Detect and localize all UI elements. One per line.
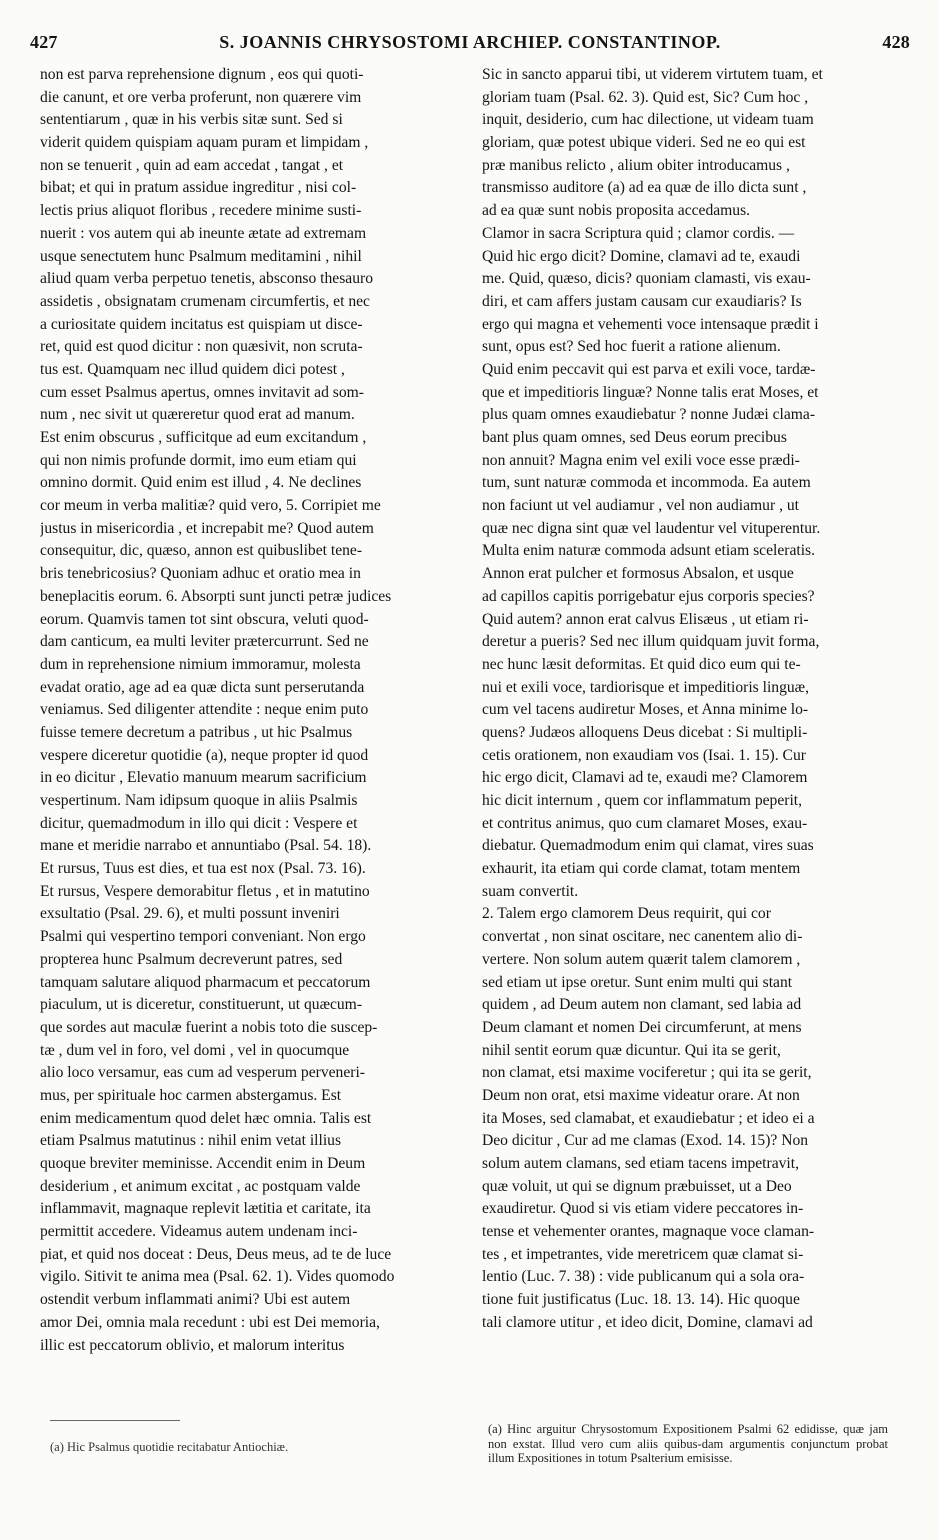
- text-line: Annon erat pulcher et formosus Absalon, et usque: [482, 565, 794, 583]
- text-line: diebatur. Quemadmodum enim qui clamat, vires suas: [482, 837, 814, 855]
- text-line: fuisse temere decretum a patribus , ut hic Psalmus: [40, 723, 353, 741]
- text-line: 2. Talem ergo clamorem Deus requirit, qui cor: [482, 905, 771, 923]
- text-line: deretur a pueris? Sed nec illum quidquam juvit forma,: [482, 633, 820, 651]
- text-line: nui et exili voce, tardiorisque et impeditioris linguæ,: [482, 678, 809, 696]
- text-line: non se tenuerit , quin ad eam accedat , tangat , et: [40, 156, 344, 174]
- text-line: tense et vehementer orantes, magnaque voce claman-: [482, 1223, 815, 1241]
- text-line: num , nec sivit ut quæreretur quod erat ad manum.: [40, 406, 355, 424]
- text-line: bibat; et qui in pratum assidue ingreditur , nisi col-: [40, 179, 357, 197]
- text-line: beneplacitis eorum. 6. Absorpti sunt juncti petræ judices: [40, 587, 392, 605]
- text-line: etiam Psalmus matutinus : nihil enim vetat illius: [40, 1132, 342, 1150]
- text-line: Quid enim peccavit qui est parva et exili voce, tardæ-: [482, 360, 816, 378]
- text-line: quæ voluit, ut qui se dignum præbuisset, ut a Deo: [482, 1177, 792, 1195]
- text-line: eorum. Quamvis tamen tot sint obscura, veluti quod-: [40, 610, 369, 628]
- text-line: que et impeditioris linguæ? Nonne talis erat Moses, et: [482, 383, 819, 401]
- text-line: quæ nec digna sint quæ vel laudentur vel vituperentur.: [482, 519, 821, 537]
- text-line: alio loco versamur, eas cum ad vesperum perveneri-: [40, 1064, 365, 1082]
- text-line: viderit quidem quispiam aquam puram et limpidam ,: [40, 134, 369, 152]
- text-line: Deo dicitur , Cur ad me clamas (Exod. 14. 15)? Non: [482, 1132, 809, 1150]
- page-header: [30, 32, 910, 62]
- text-line: non faciunt ut vel audiamur , vel non audiamur , ut: [482, 497, 799, 515]
- text-line: quidem , ad Deum autem non clamant, sed labia ad: [482, 996, 802, 1014]
- text-line: assidetis , obsignatam crumenam circumfertis, et nec: [40, 292, 370, 310]
- text-line: gloriam tuam (Psal. 62. 3). Quid est, Sic? Cum hoc ,: [482, 88, 809, 106]
- text-line: justus in misericordia , et increpabit me? Quod autem: [40, 519, 374, 537]
- right-page-number: 428: [882, 32, 910, 52]
- text-line: Multa enim naturæ commoda adsunt etiam sceleratis.: [482, 542, 816, 560]
- text-line: suam convertit.: [482, 882, 579, 900]
- text-line: vigilo. Sitivit te anima mea (Psal. 62. 1). Vides quomodo: [40, 1268, 395, 1286]
- text-line: inquit, desiderio, cum hac dilectione, ut videam tuam: [482, 111, 814, 129]
- text-line: bris tenebricosius? Quoniam adhuc et oratio mea in: [40, 565, 361, 583]
- text-line: veniamus. Sed diligenter attendite : neque enim puto: [40, 701, 369, 719]
- text-line: mane et meridie narrabo et annuntiabo (Psal. 54. 18).: [40, 837, 372, 855]
- right-column: [482, 64, 900, 1335]
- text-line: exhaurit, ita etiam qui corde clamat, totam mentem: [482, 860, 801, 878]
- text-line: permittit accedere. Videamus autem undenam inci-: [40, 1223, 358, 1241]
- text-line: amor Dei, omnia mala recedunt : ubi est Dei memoria,: [40, 1313, 380, 1331]
- text-line: diri, et cam affers justam causam cur exaudiaris? Is: [482, 292, 802, 310]
- text-line: vespere diceretur quotidie (a), neque propter id quod: [40, 746, 369, 764]
- text-line: enim medicamentum quod delet hæc omnia. Talis est: [40, 1109, 372, 1127]
- text-line: nuerit : vos autem qui ab ineunte ætate ad extremam: [40, 224, 367, 242]
- text-line: non est parva reprehensione dignum , eos qui quoti-: [40, 66, 364, 83]
- text-line: cetis orationem, non exaudiam vos (Isai. 1. 15). Cur: [482, 746, 806, 764]
- running-title: S. JOANNIS CHRYSOSTOMI ARCHIEP. CONSTANTINOP.: [219, 32, 721, 52]
- text-line: ostendit verbum inflammati animi? Ubi est autem: [40, 1291, 351, 1309]
- text-line: et contritus animus, quo cum clamaret Moses, exau-: [482, 814, 808, 832]
- text-line: nihil sentit eorum quæ dicuntur. Qui ita se gerit,: [482, 1041, 781, 1059]
- text-line: lentio (Luc. 7. 38) : vide publicanum qui a sola ora-: [482, 1268, 805, 1286]
- text-line: bant plus quam omnes, sed Deus eorum precibus: [482, 429, 787, 446]
- text-line: piat, et quid nos doceat : Deus, Deus meus, ad te de luce: [40, 1245, 392, 1263]
- text-line: non clamat, etsi maxime vociferetur ; qui ita se gerit,: [482, 1064, 812, 1082]
- text-line: tæ , dum vel in foro, vel domi , vel in quocumque: [40, 1041, 350, 1059]
- text-line: piaculum, ut is diceretur, constituerunt, ut quæcum-: [40, 996, 363, 1014]
- text-line: sunt, opus est? Sed hoc fuerit a ratione alienum.: [482, 338, 781, 356]
- text-line: quens? Judæos alloquens Deus dicebat : Si multipli-: [482, 723, 808, 741]
- text-line: aliud quam verba perpetuo tenetis, absconso thesauro: [40, 270, 373, 288]
- text-line: mus, per spirituale hoc carmen abstergamus. Est: [40, 1086, 342, 1104]
- text-line: Psalmi qui vespertino tempori conveniant. Non ergo: [40, 928, 366, 946]
- text-line: tes , et impetrantes, vide meretricem quæ clamat si-: [482, 1245, 804, 1263]
- text-line: quoque breviter meminisse. Accendit enim in Deum: [40, 1155, 366, 1172]
- text-line: non annuit? Magna enim vel exili voce esse prædi-: [482, 451, 800, 469]
- text-line: usque senectutem hunc Psalmum meditamini , nihil: [40, 247, 362, 265]
- text-line: propterea hunc Psalmum decreverunt patres, sed: [40, 950, 343, 968]
- text-line: Quid autem? annon erat calvus Elisæus , ut etiam ri-: [482, 610, 809, 628]
- text-line: cum vel tacens audiretur Moses, et Anna minime lo-: [482, 701, 809, 719]
- text-line: cor meum in verba malitiæ? quid vero, 5. Corripiet me: [40, 497, 381, 515]
- text-line: plus quam omnes exaudiebatur ? nonne Judæi clama-: [482, 406, 816, 424]
- footnote-left: (a) Hic Psalmus quotidie recitabatur Antiochiæ.: [50, 1440, 289, 1454]
- text-line: ret, quid est quod dicitur : non quæsivit, non scruta-: [40, 338, 363, 356]
- text-line: cum esset Psalmus apertus, omnes invitavit ad som-: [40, 383, 364, 401]
- text-line: præ manibus relicto , alium obiter introducamus ,: [482, 156, 790, 174]
- text-line: convertat , non sinat oscitare, nec canentem alio di-: [482, 928, 803, 946]
- text-line: inflammavit, magnaque replevit lætitia et caritate, ita: [40, 1200, 371, 1218]
- text-line: ad capillos capitis porrigebatur ejus corporis species?: [482, 587, 815, 605]
- text-line: Clamor in sacra Scriptura quid ; clamor cordis. —: [482, 224, 795, 242]
- text-line: desiderium , et animum excitat , ac postquam valde: [40, 1177, 361, 1195]
- text-line: gloriam, quæ potest ubique videri. Sed ne eo qui est: [482, 134, 806, 152]
- text-line: dum in reprehensione nimium immoramur, molesta: [40, 655, 361, 673]
- text-line: qui non nimis profunde dormit, imo eum etiam qui: [40, 451, 357, 469]
- footnote-right: (a) Hinc arguitur Chrysostomum Expositionem Psalmi 62 edidisse, quæ jam non exstat. Illud vero cum aliis quibus-dam argumentis conjunctum probat illum Expositiones in totum Psalterium emisisse.: [488, 1422, 888, 1466]
- text-line: Et rursus, Vespere demorabitur fletus , et in matutino: [40, 882, 370, 900]
- text-line: omnino dormit. Quid enim est illud , 4. Ne declines: [40, 474, 362, 492]
- text-line: Deum non orat, etsi maxime videatur orare. At non: [482, 1086, 800, 1104]
- text-line: tione fuit justificatus (Luc. 18. 13. 14). Hic quoque: [482, 1291, 800, 1309]
- text-line: a curiositate quidem incitatus est quispiam ut disce-: [40, 315, 363, 333]
- text-line: ergo qui magna et vehementi voce intensaque prædit i: [482, 315, 819, 333]
- text-line: Sic in sancto apparui tibi, ut viderem virtutem tuam, et: [482, 66, 823, 83]
- text-line: consequitur, dic, quæso, annon est quibuslibet tene-: [40, 542, 363, 560]
- text-line: nec hunc læsit deformitas. Et quid dico eum qui te-: [482, 655, 801, 673]
- left-page-number: 427: [30, 32, 58, 52]
- text-line: illic est peccatorum oblivio, et malorum interitus: [40, 1336, 345, 1354]
- footnote-rule: [50, 1420, 180, 1421]
- text-line: tali clamore utitur , et ideo dicit, Domine, clamavi ad: [482, 1313, 813, 1331]
- text-line: me. Quid, quæso, dicis? quoniam clamasti, vis exau-: [482, 270, 811, 288]
- text-line: ad ea quæ sunt nobis proposita accedamus.: [482, 202, 751, 220]
- text-line: die canunt, et ore verba proferunt, non quærere vim: [40, 88, 362, 106]
- text-line: vertere. Non solum autem quærit talem clamorem ,: [482, 950, 801, 968]
- text-line: sententiarum , quæ in his verbis sitæ sunt. Sed si: [40, 111, 343, 129]
- text-line: evadat oratio, age ad ea quæ dicta sunt perserutanda: [40, 678, 365, 696]
- text-line: ita Moses, sed clamabat, et exaudiebatur ; et ideo ei a: [482, 1109, 815, 1127]
- text-line: tum, sunt naturæ commoda et incommoda. Ea autem: [482, 474, 811, 492]
- text-line: vespertinum. Nam idipsum quoque in aliis Psalmis: [40, 792, 358, 809]
- text-line: tamquam salutare aliquod pharmacum et peccatorum: [40, 973, 371, 991]
- text-line: exaudiretur. Quod si vis etiam videre peccatores in-: [482, 1200, 804, 1218]
- left-column: [40, 64, 458, 1357]
- text-line: lectis prius aliquot floribus , recedere minime susti-: [40, 202, 362, 220]
- text-line: exsultatio (Psal. 29. 6), et multi possunt inveniri: [40, 905, 340, 923]
- text-line: Deum clamant et nomen Dei circumferunt, at mens: [482, 1018, 802, 1036]
- text-line: in eo dicitur , Elevatio manuum mearum sacrificium: [40, 769, 367, 787]
- text-line: solum autem clamans, sed etiam tacens impetravit,: [482, 1155, 799, 1172]
- text-line: sed etiam ut ipse oretur. Sunt enim multi qui stant: [482, 973, 793, 991]
- text-line: hic ergo dicit, Clamavi ad te, exaudi me? Clamorem: [482, 769, 808, 787]
- text-line: dam canticum, ea multi leviter prætercurrunt. Sed ne: [40, 633, 369, 651]
- text-line: tus est. Quamquam nec illud quidem dici potest ,: [40, 360, 345, 378]
- text-line: hic dicit internum , quem cor inflammatum peperit,: [482, 792, 803, 809]
- text-line: que sordes aut maculæ fuerint a nobis toto die suscep-: [40, 1018, 378, 1036]
- text-line: Et rursus, Tuus est dies, et tua est nox (Psal. 73. 16).: [40, 860, 366, 878]
- text-line: dicitur, quemadmodum in illo qui dicit : Vespere et: [40, 814, 358, 832]
- text-line: transmisso auditore (a) ad ea quæ de illo dicta sunt ,: [482, 179, 807, 197]
- text-line: Est enim obscurus , sufficitque ad eum excitandum ,: [40, 429, 367, 446]
- text-line: Quid hic ergo dicit? Domine, clamavi ad te, exaudi: [482, 247, 801, 265]
